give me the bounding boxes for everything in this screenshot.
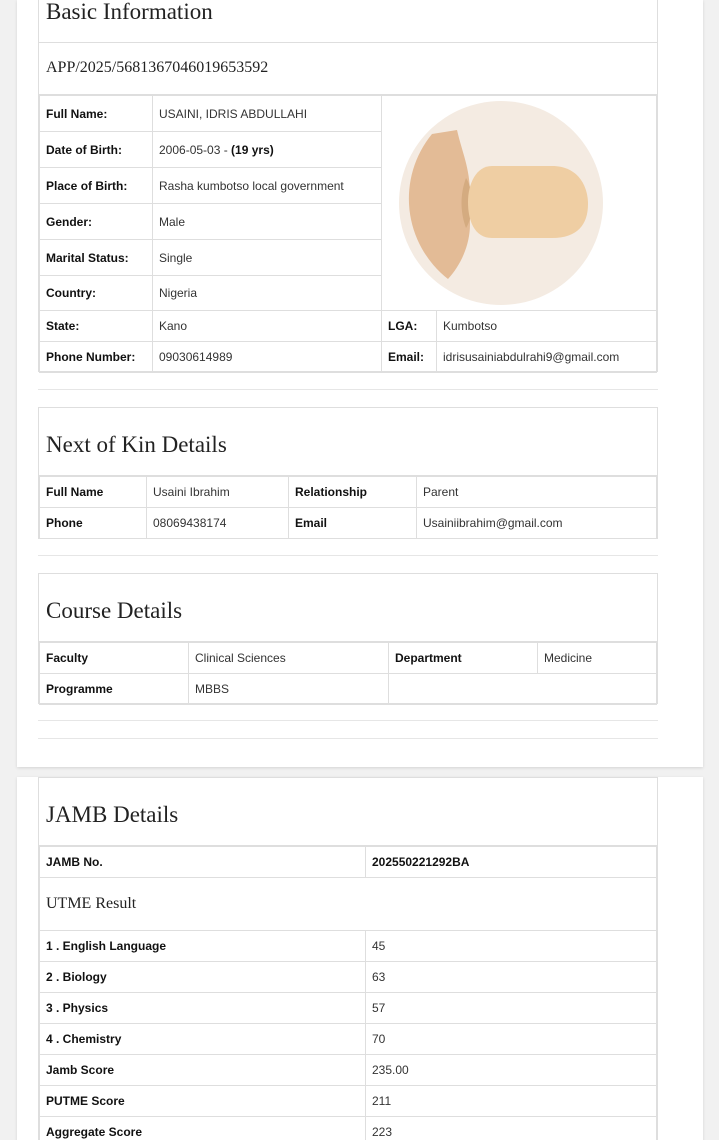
divider bbox=[38, 555, 658, 556]
kin-relationship-label: Relationship bbox=[289, 477, 417, 508]
jamb-table bbox=[39, 846, 657, 1140]
divider bbox=[38, 720, 658, 721]
table-row bbox=[40, 508, 657, 539]
subject-score: 63 bbox=[366, 962, 657, 993]
table-row bbox=[40, 1117, 657, 1140]
jamb-card bbox=[17, 777, 703, 1140]
subject-label: 2 . Biology bbox=[40, 962, 366, 993]
photo-cell bbox=[382, 96, 657, 311]
aggregate-score-value: 223 bbox=[366, 1117, 657, 1140]
table-row bbox=[40, 477, 657, 508]
table-row bbox=[40, 1024, 657, 1055]
kin-email-label: Email bbox=[289, 508, 417, 539]
basic-info-table bbox=[39, 95, 657, 373]
kin-phone-label: Phone bbox=[40, 508, 147, 539]
full-name-value: USAINI, IDRIS ABDULLAHI bbox=[153, 96, 382, 132]
putme-score-value: 211 bbox=[366, 1086, 657, 1117]
kin-full-name-value: Usaini Ibrahim bbox=[147, 477, 289, 508]
table-row bbox=[40, 931, 657, 962]
course-details-table bbox=[39, 642, 657, 705]
table-row bbox=[40, 878, 657, 931]
pob-value: Rasha kumbotso local government bbox=[153, 168, 382, 204]
kin-email-value: Usainiibrahim@gmail.com bbox=[417, 508, 657, 539]
country-label: Country: bbox=[40, 276, 153, 311]
table-row bbox=[40, 1086, 657, 1117]
next-of-kin-title: Next of Kin Details bbox=[39, 408, 657, 476]
table-row bbox=[40, 1055, 657, 1086]
faculty-label: Faculty bbox=[40, 643, 189, 674]
table-row bbox=[40, 96, 657, 132]
email-value: idrisusainiabdulrahi9@gmail.com bbox=[437, 342, 657, 373]
basic-information-panel bbox=[38, 0, 658, 372]
table-row bbox=[40, 962, 657, 993]
user-avatar-placeholder-icon bbox=[382, 96, 620, 310]
faculty-value: Clinical Sciences bbox=[189, 643, 389, 674]
table-row bbox=[40, 674, 657, 705]
gender-value: Male bbox=[153, 204, 382, 240]
applicant-card bbox=[17, 0, 703, 767]
state-value: Kano bbox=[153, 311, 382, 342]
programme-label: Programme bbox=[40, 674, 189, 705]
divider bbox=[38, 389, 658, 390]
marital-value: Single bbox=[153, 240, 382, 276]
aggregate-score-label: Aggregate Score bbox=[40, 1117, 366, 1140]
age-value: (19 yrs) bbox=[231, 142, 274, 157]
dob-label: Date of Birth: bbox=[40, 132, 153, 168]
subject-score: 70 bbox=[366, 1024, 657, 1055]
subject-score: 57 bbox=[366, 993, 657, 1024]
table-row bbox=[40, 311, 657, 342]
utme-result-title: UTME Result bbox=[40, 878, 657, 931]
jamb-no-label: JAMB No. bbox=[40, 847, 366, 878]
next-of-kin-panel bbox=[38, 407, 658, 539]
lga-value: Kumbotso bbox=[437, 311, 657, 342]
lga-label: LGA: bbox=[382, 311, 437, 342]
course-details-panel bbox=[38, 573, 658, 704]
full-name-label: Full Name: bbox=[40, 96, 153, 132]
divider bbox=[38, 738, 658, 739]
table-row bbox=[40, 847, 657, 878]
table-row bbox=[40, 643, 657, 674]
jamb-details-panel bbox=[38, 777, 658, 1140]
course-details-title: Course Details bbox=[39, 574, 657, 642]
marital-label: Marital Status: bbox=[40, 240, 153, 276]
country-value: Nigeria bbox=[153, 276, 382, 311]
programme-value: MBBS bbox=[189, 674, 389, 705]
subject-score: 45 bbox=[366, 931, 657, 962]
department-label: Department bbox=[389, 643, 538, 674]
jamb-score-value: 235.00 bbox=[366, 1055, 657, 1086]
subject-label: 4 . Chemistry bbox=[40, 1024, 366, 1055]
putme-score-label: PUTME Score bbox=[40, 1086, 366, 1117]
department-value: Medicine bbox=[538, 643, 657, 674]
empty-cell bbox=[389, 674, 657, 705]
kin-relationship-value: Parent bbox=[417, 477, 657, 508]
subject-label: 1 . English Language bbox=[40, 931, 366, 962]
gender-label: Gender: bbox=[40, 204, 153, 240]
jamb-details-title: JAMB Details bbox=[39, 778, 657, 846]
table-row bbox=[40, 342, 657, 373]
subject-label: 3 . Physics bbox=[40, 993, 366, 1024]
pob-label: Place of Birth: bbox=[40, 168, 153, 204]
state-label: State: bbox=[40, 311, 153, 342]
dob-value bbox=[153, 132, 382, 168]
phone-value: 09030614989 bbox=[153, 342, 382, 373]
kin-phone-value: 08069438174 bbox=[147, 508, 289, 539]
email-label: Email: bbox=[382, 342, 437, 373]
basic-information-title: Basic Information bbox=[39, 0, 657, 43]
dob-date: 2006-05-03 - bbox=[159, 142, 232, 157]
kin-full-name-label: Full Name bbox=[40, 477, 147, 508]
table-row bbox=[40, 993, 657, 1024]
jamb-no-value: 202550221292BA bbox=[366, 847, 657, 878]
jamb-score-label: Jamb Score bbox=[40, 1055, 366, 1086]
application-number: APP/2025/5681367046019653592 bbox=[39, 43, 657, 95]
phone-label: Phone Number: bbox=[40, 342, 153, 373]
next-of-kin-table bbox=[39, 476, 657, 539]
